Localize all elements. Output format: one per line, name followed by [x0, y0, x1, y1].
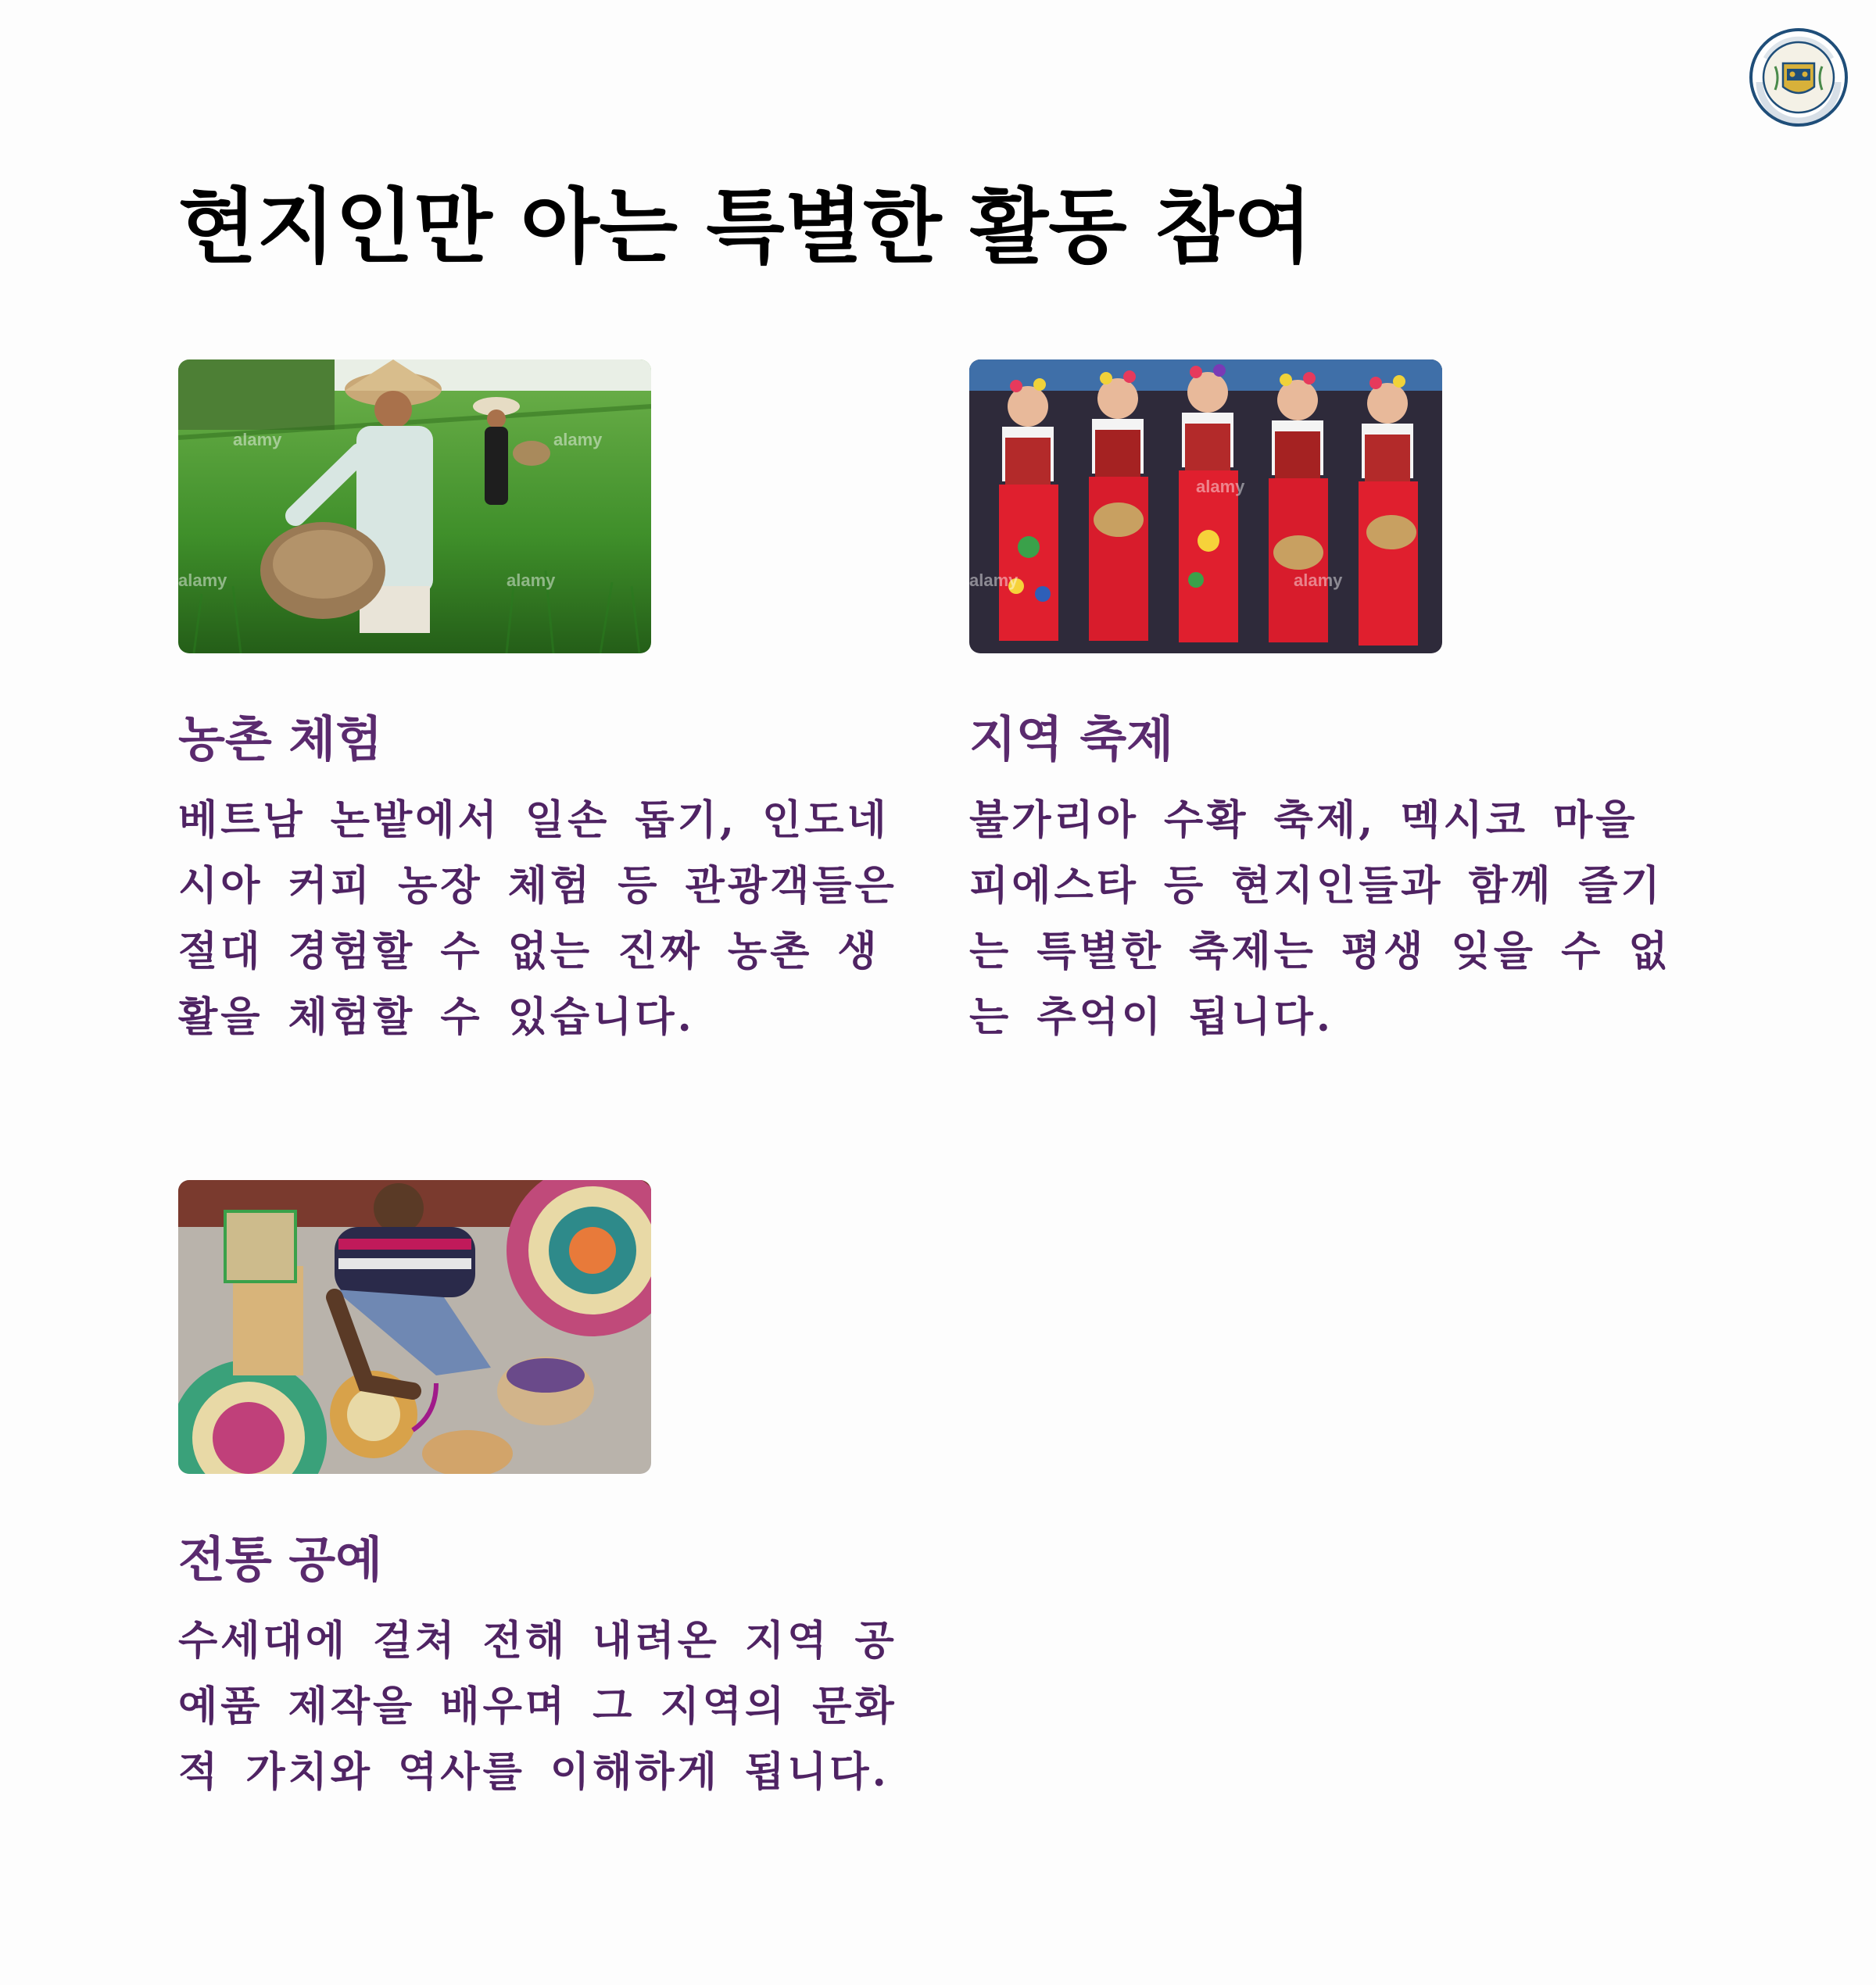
school-logo — [1749, 27, 1849, 127]
activity-heading: 지역 축제 — [969, 710, 1174, 767]
svg-text:alamy: alamy — [507, 570, 556, 590]
activity-card-festival — [969, 359, 1688, 1050]
rice-paddy-photo — [178, 359, 651, 653]
activity-heading: 농촌 체험 — [178, 710, 383, 767]
svg-text:alamy: alamy — [233, 430, 282, 449]
svg-text:alamy: alamy — [1196, 477, 1245, 496]
page-title: 현지인만 아는 특별한 활동 참여 — [178, 179, 1312, 274]
activity-description: 불가리아 수확 축제, 멕시코 마을 피에스타 등 현지인들과 함께 즐기는 특별한 축제는 평생 잊을 수 없는 추억이 됩니다. — [969, 796, 1671, 1041]
basket-craft-photo — [178, 1180, 651, 1474]
festival-photo — [969, 359, 1442, 653]
svg-text:alamy: alamy — [553, 430, 603, 449]
svg-text:alamy: alamy — [969, 570, 1019, 590]
activity-card-craft — [178, 1180, 897, 1805]
svg-text:alamy: alamy — [178, 570, 227, 590]
svg-text:alamy: alamy — [1294, 570, 1343, 590]
activity-description: 수세대에 걸쳐 전해 내려온 지역 공예품 제작을 배우며 그 지역의 문화적 가치와 역사를 이해하게 됩니다. — [178, 1617, 897, 1796]
activity-heading: 전통 공예 — [178, 1531, 383, 1588]
school-emblem-icon — [1749, 27, 1849, 127]
activity-description: 베트남 논밭에서 일손 돕기, 인도네시아 커피 농장 체험 등 관광객들은 절대 경험할 수 없는 진짜 농촌 생활을 체험할 수 있습니다. — [178, 796, 897, 1041]
activity-card-farm — [178, 359, 897, 1050]
